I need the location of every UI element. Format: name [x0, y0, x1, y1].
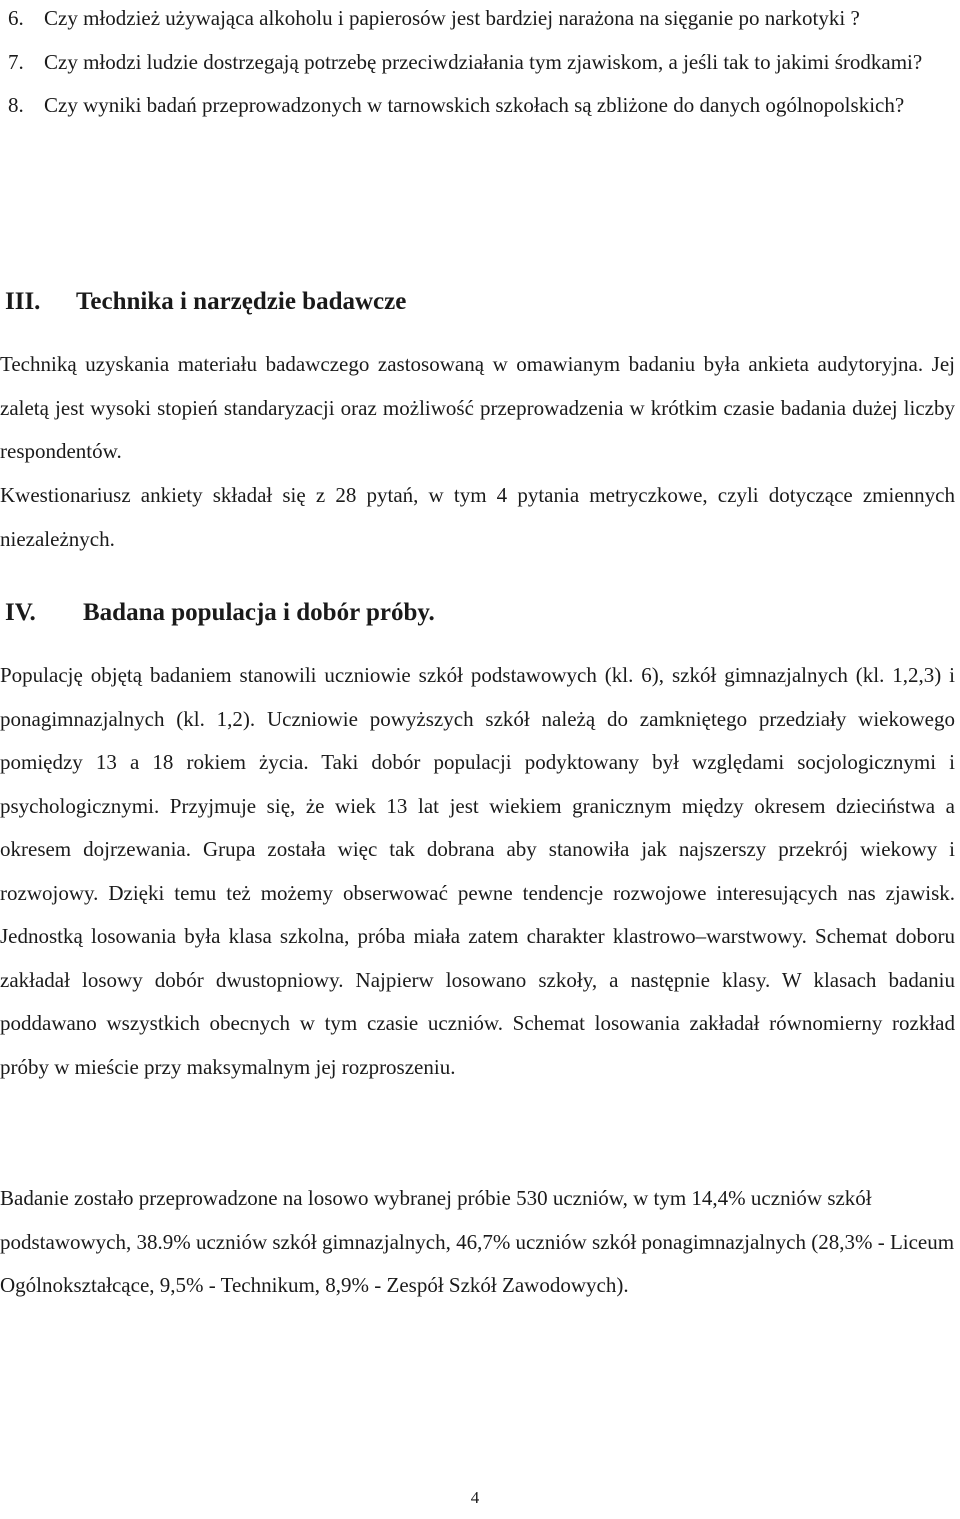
question-number: 8.: [8, 93, 24, 117]
question-number: 6.: [8, 6, 24, 30]
section-4-paragraph-1: Populację objętą badaniem stanowili uczniowie szkół podstawowych (kl. 6), szkół gimnazjalnych (kl. 1,2,3) i ponagimnazjalnych (kl. 1,2). Uczniowie powyższych szkół należą do zamkniętego przedziały wiekowego pomiędzy 13 a 18 rokiem życia. Taki dobór populacji podyktowany był względami socjologicznymi i psychologicznymi. Przyjmuje się, że wiek 13 lat jest wiekiem granicznym między okresem dzieciństwa a okresem dojrzewania. Grupa została więc tak dobrana aby stanowiła jak najszerszy przekrój wiekowy i rozwojowy. Dzięki temu też możemy obserwować pewne tendencje rozwojowe interesujących nas zjawisk. Jednostką losowania była klasa szkolna, próba miała zatem charakter klastrowo–warstwowy. Schemat doboru zakładał losowy dobór dwustopniowy. Najpierw losowano szkoły, a następnie klasy. W klasach badaniu poddawano wszystkich obecnych w tym czasie uczniów. Schemat losowania zakładał równomierny rozkład próby w mieście przy maksymalnym jej rozproszeniu.: [0, 663, 955, 1079]
question-text: Czy młodzi ludzie dostrzegają potrzebę przeciwdziałania tym zjawiskom, a jeśli tak to jakimi środkami?: [44, 49, 923, 74]
page-number: 4: [470, 1488, 480, 1507]
question-item: [8, 0, 954, 41]
question-list: [0, 0, 954, 128]
section-title: Badana populacja i dobór próby.: [83, 599, 435, 626]
section-numeral: III.: [5, 288, 41, 315]
question-item: [8, 41, 954, 85]
question-number: 7.: [8, 49, 24, 74]
question-text: Czy wyniki badań przeprowadzonych w tarnowskich szkołach są zbliżone do danych ogólnopolskich?: [44, 93, 905, 117]
section-3-paragraph-1: Techniką uzyskania materiału badawczego zastosowaną w omawianym badaniu była ankieta audytoryjna. Jej zaletą jest wysoki stopień standaryzacji oraz możliwość przeprowadzenia w krótkim czasie badania dużej liczby respondentów.: [0, 352, 955, 463]
section-numeral: IV.: [5, 599, 36, 626]
section-4-paragraph-2: Badanie zostało przeprowadzone na losowo wybranej próbie 530 uczniów, w tym 14,4% uczniów szkół podstawowych, 38.9% uczniów szkół gimnazjalnych, 46,7% uczniów szkół ponagimnazjalnych (28,3% - Liceum Ogólnokształcące, 9,5% - Technikum, 8,9% - Zespół Szkół Zawodowych).: [0, 1186, 955, 1297]
section-title: Technika i narzędzie badawcze: [76, 288, 407, 315]
section-3-paragraph-2: Kwestionariusz ankiety składał się z 28 pytań, w tym 4 pytania metryczkowe, czyli dotyczące zmiennych niezależnych.: [0, 483, 955, 551]
question-item: [8, 84, 954, 128]
question-text: Czy młodzież używająca alkoholu i papierosów jest bardziej narażona na sięganie po narkotyki ?: [44, 6, 860, 30]
